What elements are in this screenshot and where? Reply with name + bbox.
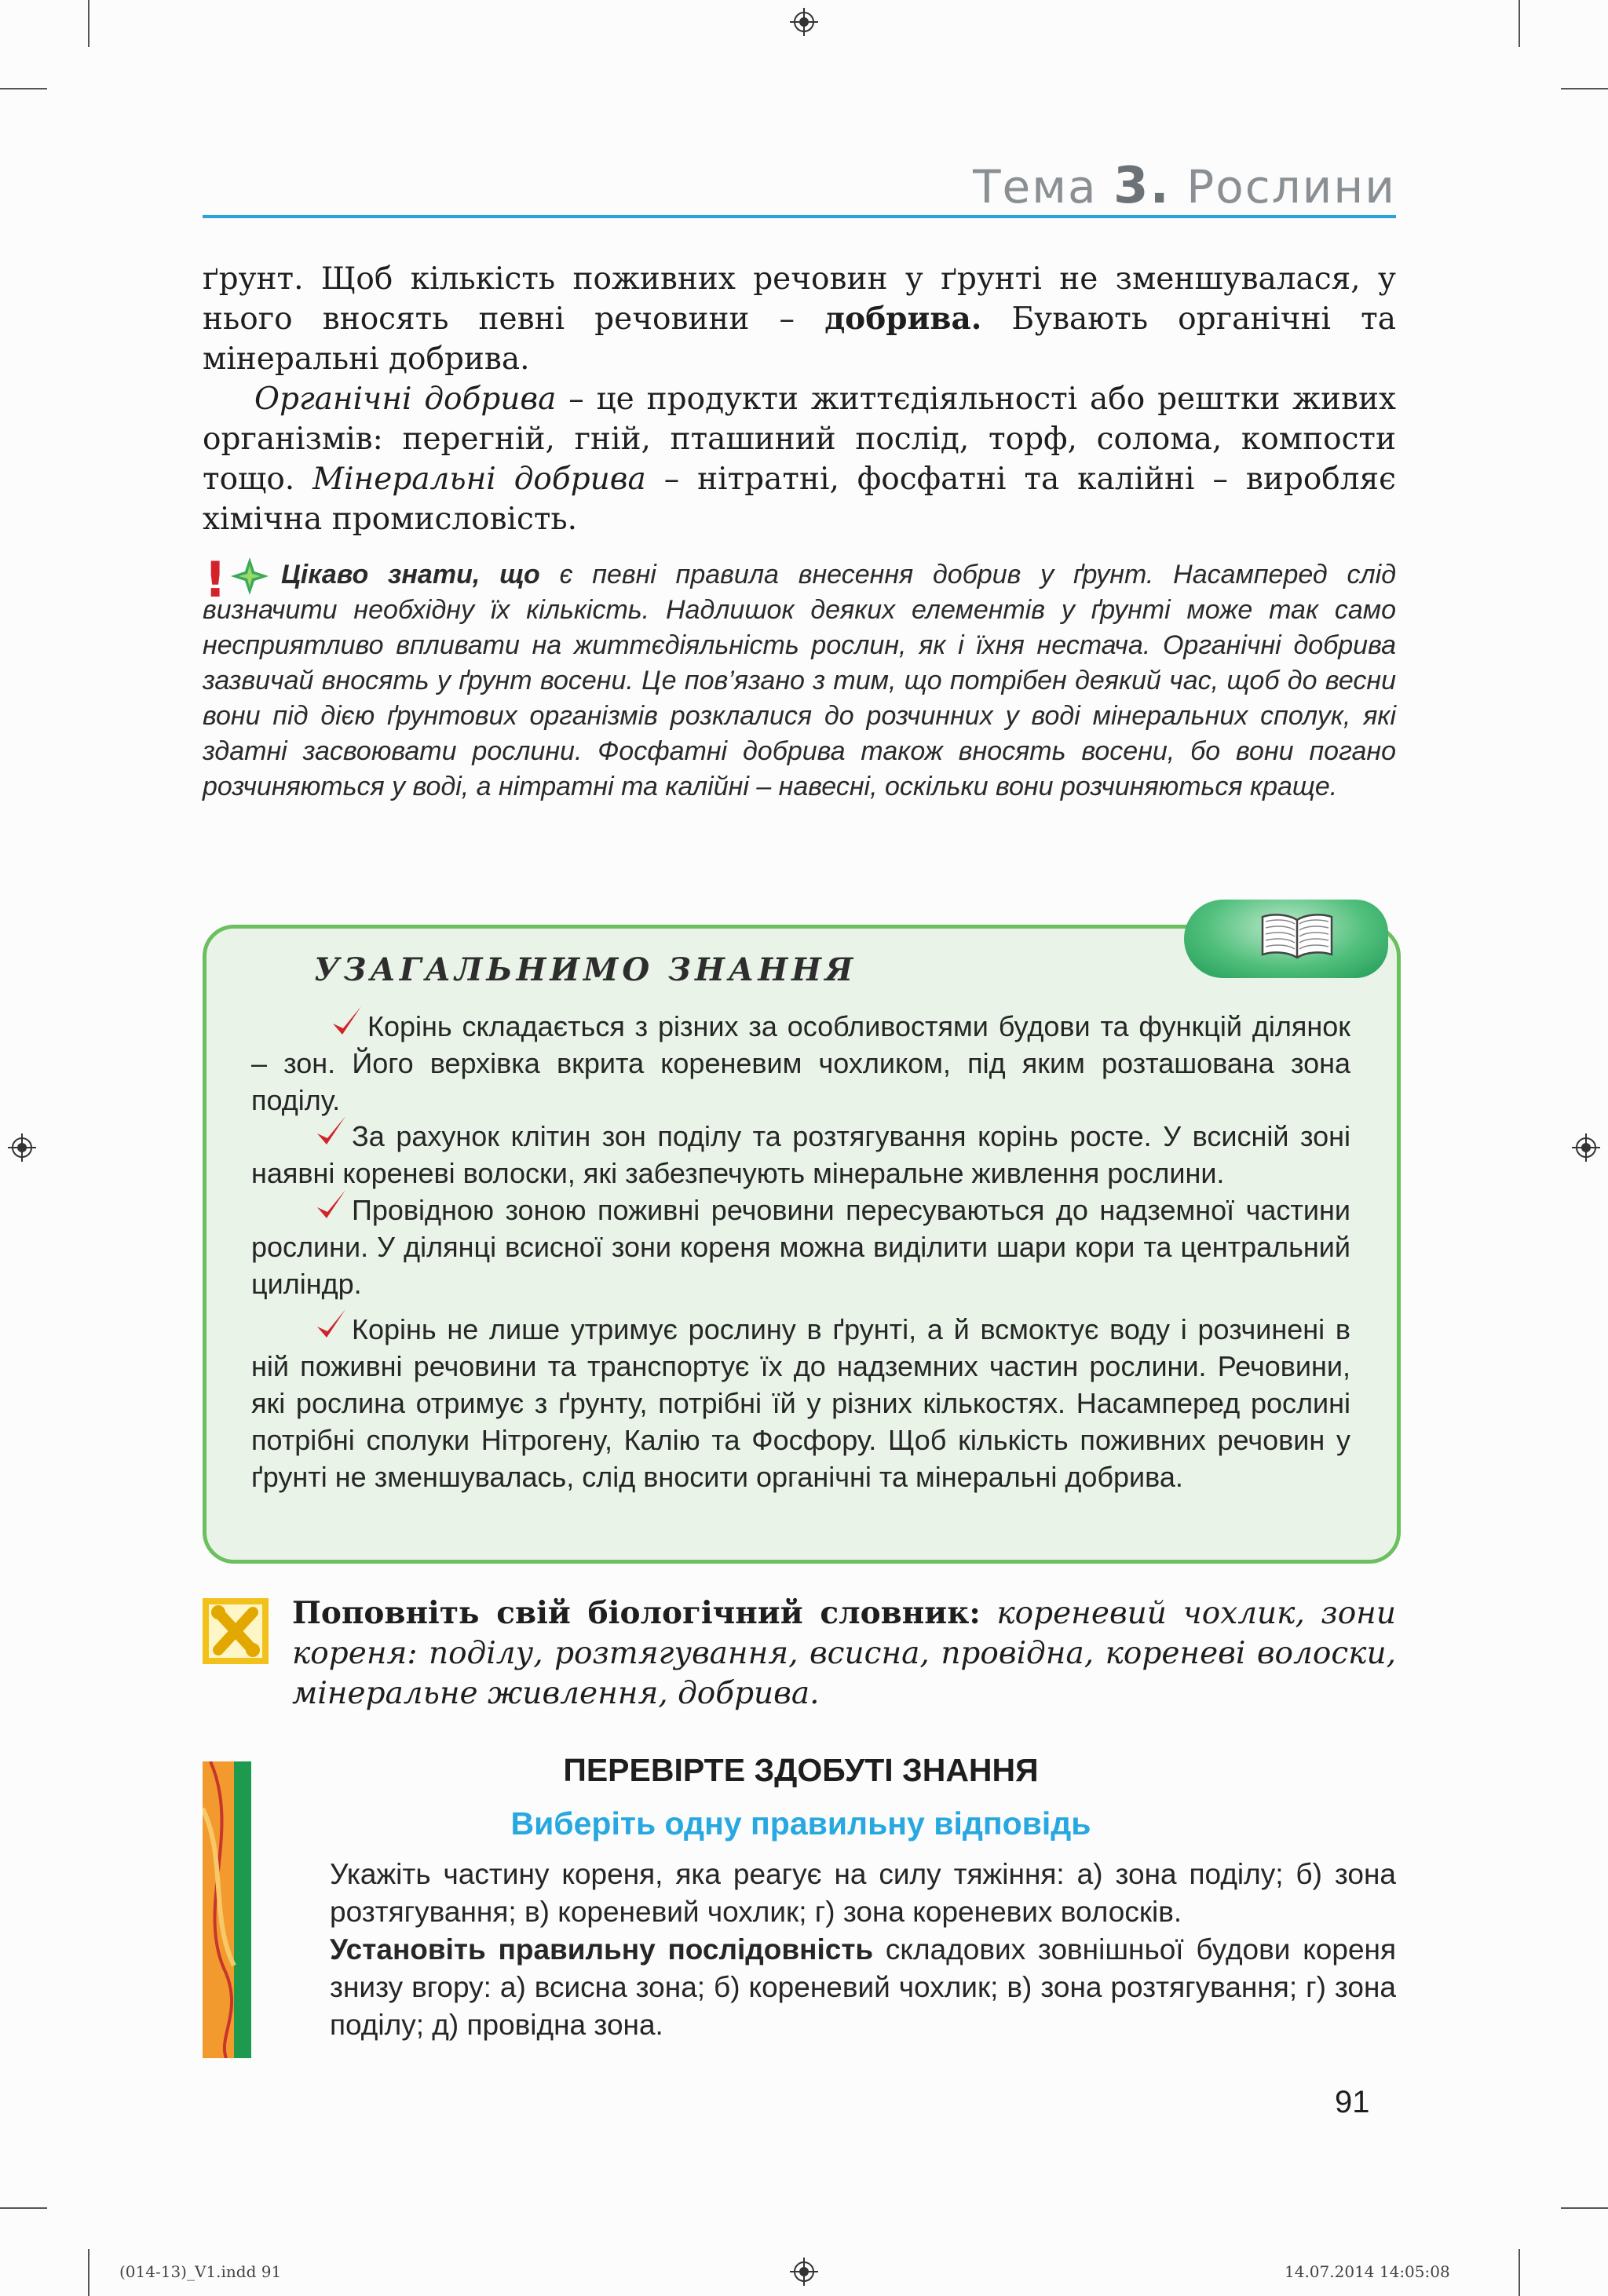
dictionary-text (292, 1593, 1396, 1714)
header-rule (203, 215, 1396, 218)
checkmark-icon (314, 1115, 349, 1149)
dictionary-lead: Поповніть свій біологічний словник: (292, 1595, 981, 1631)
svg-text:!: ! (204, 554, 227, 601)
crop-mark (88, 2249, 90, 2296)
dictionary-terms: кореневий чохлик, зони кореня: поділу, розтягування, всисна, провідна, кореневі волоски, мінеральне живлення, добрива. (292, 1596, 1396, 1711)
chapter-prefix: Тема (973, 160, 1098, 214)
intro-paragraph-2: Органічні добрива – це продукти життєдіяльності або рештки живих організмів: перегній, гній, пташиний послід, торф, солома, компости тощо. Мінеральні добрива – нітратні, фосфатні та калійні – виробляє хімічна промисловість. (203, 381, 1396, 537)
registration-mark-icon (1572, 1133, 1600, 1162)
page-number: 91 (1335, 2085, 1370, 2119)
summary-item: Провідною зоною поживні речовини пересуваються до надземної частини рослини. У ділянці всисної зони кореня можна виділити шари кори та центральний циліндр. (251, 1188, 1350, 1302)
checkmark-icon (314, 1188, 349, 1223)
decorative-side-bar (203, 1761, 251, 2058)
crop-mark (1518, 2249, 1520, 2296)
print-slug-file: (014-13)_V1.indd 91 (119, 2262, 282, 2281)
summary-item: За рахунок клітин зон поділу та розтягування корінь росте. У всисній зоні наявні кореневі волоски, які забезпечують мінеральне живлення рослини. (251, 1115, 1350, 1192)
open-book-icon (1258, 911, 1336, 961)
summary-item: Корінь складається з різних за особливостями будови та функцій ділянок – зон. Його верхівка вкрита кореневим чохликом, під яким розташована зона поділу. (251, 1005, 1350, 1119)
check-knowledge-subtitle: Виберіть одну правильну відповідь (510, 1805, 1091, 1842)
dictionary-icon (203, 1598, 269, 1664)
summary-title: УЗАГАЛЬНИМО ЗНАННЯ (314, 951, 857, 988)
fun-fact (203, 557, 1396, 805)
checkmark-icon (314, 1308, 349, 1342)
question-1: Укажіть частину кореня, яка реагує на силу тяжіння: а) зона поділу; б) зона розтягування; в) кореневий чохлик; г) зона кореневих волосків. (330, 1858, 1396, 1928)
question-2: Установіть правильну послідовність складових зовнішньої будови кореня знизу вгору: а) всисна зона; б) кореневий чохлик; в) зона розтягування; г) зона поділу; д) провідна зона. (330, 1933, 1396, 2041)
check-knowledge-title: ПЕРЕВІРТЕ ЗДОБУТІ ЗНАННЯ (563, 1752, 1039, 1788)
print-slug-date: 14.07.2014 14:05:08 (1285, 2262, 1450, 2281)
crop-mark (1561, 2207, 1608, 2209)
crop-mark (88, 0, 90, 47)
crop-mark (0, 2207, 47, 2209)
registration-mark-icon (790, 8, 818, 36)
summary-item: Корінь не лише утримує рослину в ґрунті, а й всмоктує воду і розчинені в ній поживні речовини та транспортує їх до надземних частин рослини. Речовини, які рослина отримує з ґрунту, потрібні їй у різних кількостях. Насамперед рослині потрібні сполуки Нітрогену, Калію та Фосфору. Щоб кількість поживних речовин у ґрунті не зменшувалась, слід вносити органічні та мінеральні добрива. (251, 1308, 1350, 1495)
crop-mark (1518, 0, 1520, 47)
crop-mark (1561, 88, 1608, 89)
chapter-title: Рослини (1186, 160, 1396, 214)
chapter-header (973, 157, 1396, 215)
registration-mark-icon (790, 2258, 818, 2286)
crop-mark (0, 88, 47, 89)
chapter-number: 3. (1113, 157, 1171, 215)
registration-mark-icon (8, 1133, 36, 1162)
fun-fact-lead: Цікаво знати, що (281, 560, 540, 590)
fun-fact-text: є певні правила внесення добрив у ґрунт. Насамперед слід визначити необхідну їх кількість. Надлишок деяких елементів у ґрунті може так само несприятливо впливати на життєдіяльність рослин, як і їхня нестача. Органічні добрива зазвичай вносять у ґрунт восени. Це пов’язано з тим, що потрібен деякий час, щоб до весни вони під дією ґрунтових організмів розклалися до розчинних у воді мінеральних сполук, які здатні засвоювати рослини. Фосфатні добрива також вносять восени, бо вони погано розчиняються у воді, а нітратні та калійні – навесні, оскільки вони розчиняються краще. (203, 560, 1397, 801)
checkmark-icon (330, 1005, 364, 1039)
intro-paragraph-1: ґрунт. Щоб кількість поживних речовин у ґрунті не зменшувалася, у нього вносять певні речовини – добрива. Бувають органічні та мінеральні добрива. (203, 261, 1396, 377)
